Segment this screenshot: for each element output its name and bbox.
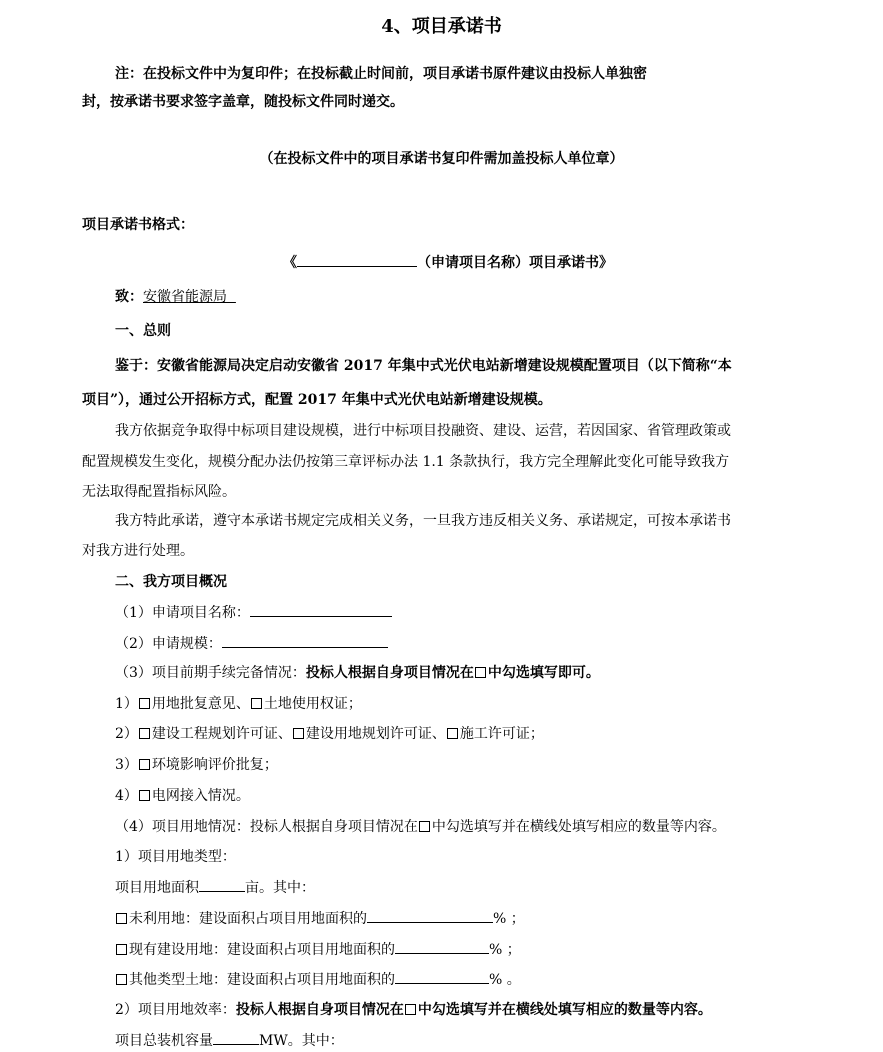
item-3 bbox=[115, 663, 600, 683]
existing-land-label: 现有建设用地：建设面积占项目用地面积的 bbox=[129, 942, 395, 958]
sub-item-3 bbox=[115, 755, 278, 775]
grid-access-checkbox[interactable] bbox=[139, 790, 150, 801]
item-2-label: （2）申请规模： bbox=[115, 636, 222, 652]
land-area-line bbox=[115, 877, 315, 898]
sub-2-prefix: 2） bbox=[115, 726, 138, 742]
land-area-label: 项目用地面积 bbox=[115, 880, 199, 896]
note-line-1: 注：在投标文件中为复印件；在投标截止时间前，项目承诺书原件建议由投标人单独密 bbox=[115, 66, 647, 82]
section-2-heading: 二、我方项目概况 bbox=[115, 574, 227, 590]
item-4-text-a: （4）项目用地情况：投标人根据自身项目情况在 bbox=[115, 819, 418, 835]
section-1-heading: 一、总则 bbox=[115, 323, 171, 339]
land-area-unit: 亩。其中： bbox=[245, 880, 315, 896]
format-label: 项目承诺书格式： bbox=[82, 217, 194, 233]
unused-land-percent-field[interactable] bbox=[367, 908, 493, 923]
existing-land-line bbox=[115, 939, 521, 960]
existing-land-percent-field[interactable] bbox=[395, 939, 489, 954]
unused-land-line bbox=[115, 908, 525, 929]
document-title: 4、项目承诺书 bbox=[381, 16, 502, 37]
sub-3-prefix: 3） bbox=[115, 757, 138, 773]
project-name-blank bbox=[297, 252, 417, 267]
letter-title bbox=[283, 252, 613, 273]
land-approval-checkbox[interactable] bbox=[139, 698, 150, 709]
sec1-p3-line1: 我方特此承诺，遵守本承诺书规定完成相关义务，一旦我方违反相关义务、承诺规定，可按本承诺书 bbox=[115, 513, 731, 529]
to-label: 致： bbox=[115, 289, 143, 305]
checkbox-icon bbox=[419, 821, 430, 832]
scale-field[interactable] bbox=[222, 633, 388, 648]
capacity-label: 项目总装机容量 bbox=[115, 1033, 213, 1049]
letter-title-rest: （申请项目名称）项目承诺书》 bbox=[417, 255, 613, 271]
land-planning-permit-checkbox[interactable] bbox=[293, 728, 304, 739]
other-land-checkbox[interactable] bbox=[116, 974, 127, 985]
item-3-label: （3）项目前期手续完备情况： bbox=[115, 665, 306, 681]
item-3-instruction-a: 投标人根据自身项目情况在 bbox=[305, 665, 474, 681]
land-efficiency-instruction-a: 投标人根据自身项目情况在 bbox=[235, 1002, 404, 1018]
unused-land-label: 未利用地：建设面积占项目用地面积的 bbox=[129, 911, 367, 927]
sec1-p2-line1: 我方依据竞争取得中标项目建设规模，进行中标项目投融资、建设、运营，若因国家、省管理政策或 bbox=[115, 423, 731, 439]
item-4 bbox=[115, 817, 726, 837]
item-2 bbox=[115, 633, 388, 654]
letter-title-open: 《 bbox=[283, 255, 297, 271]
sub-item-1 bbox=[115, 694, 362, 714]
project-name-field[interactable] bbox=[250, 602, 392, 617]
grid-access-label: 电网接入情况。 bbox=[151, 788, 250, 804]
checkbox-icon bbox=[405, 1004, 416, 1015]
to-value: 安徽省能源局 bbox=[143, 289, 227, 305]
building-permit-label: 施工许可证； bbox=[459, 726, 544, 742]
land-area-field[interactable] bbox=[199, 877, 245, 892]
land-efficiency-line bbox=[115, 1000, 712, 1020]
other-land-unit: % 。 bbox=[489, 972, 521, 988]
land-type-label: 1）项目用地类型： bbox=[115, 849, 236, 865]
sub-1-prefix: 1） bbox=[115, 696, 138, 712]
capacity-line bbox=[115, 1030, 344, 1051]
land-efficiency-instruction-b: 中勾选填写并在横线处填写相应的数量等内容。 bbox=[417, 1002, 712, 1018]
land-planning-permit-label: 建设用地规划许可证、 bbox=[305, 726, 446, 742]
unused-land-checkbox[interactable] bbox=[116, 913, 127, 924]
sec1-p1-line2: 项目”），通过公开招标方式，配置 2017 年集中式光伏电站新增建设规模。 bbox=[82, 392, 552, 408]
land-efficiency-label: 2）项目用地效率： bbox=[115, 1002, 236, 1018]
eia-checkbox[interactable] bbox=[139, 759, 150, 770]
stamp-note: （在投标文件中的项目承诺书复印件需加盖投标人单位章） bbox=[259, 151, 624, 167]
item-1-label: （1）申请项目名称： bbox=[115, 605, 250, 621]
land-use-cert-checkbox[interactable] bbox=[251, 698, 262, 709]
checkbox-icon bbox=[475, 667, 486, 678]
note-line-2: 封，按承诺书要求签字盖章，随投标文件同时递交。 bbox=[82, 94, 404, 110]
existing-land-checkbox[interactable] bbox=[116, 944, 127, 955]
existing-land-unit: % ； bbox=[489, 942, 521, 958]
sub-item-4 bbox=[115, 786, 250, 806]
capacity-field[interactable] bbox=[213, 1030, 259, 1045]
building-permit-checkbox[interactable] bbox=[447, 728, 458, 739]
construction-permit-checkbox[interactable] bbox=[139, 728, 150, 739]
construction-permit-label: 建设工程规划许可证、 bbox=[151, 726, 292, 742]
eia-label: 环境影响评价批复； bbox=[151, 757, 278, 773]
item-1 bbox=[115, 602, 392, 623]
capacity-unit: MW。其中： bbox=[259, 1033, 344, 1049]
other-land-percent-field[interactable] bbox=[395, 969, 489, 984]
sub-4-prefix: 4） bbox=[115, 788, 138, 804]
sub-item-2 bbox=[115, 724, 544, 744]
item-3-instruction-b: 中勾选填写即可。 bbox=[487, 665, 600, 681]
land-approval-label: 用地批复意见、 bbox=[151, 696, 250, 712]
other-land-line bbox=[115, 969, 521, 990]
sec1-p1-line1: 鉴于：安徽省能源局决定启动安徽省 2017 年集中式光伏电站新增建设规模配置项目（以下简称“本 bbox=[115, 358, 732, 374]
sec1-p3-line2: 对我方进行处理。 bbox=[82, 543, 194, 559]
sec1-p2-line2: 配置规模发生变化，规模分配办法仍按第三章评标办法 1.1 条款执行，我方完全理解此变化可能导致我方 bbox=[82, 454, 730, 470]
land-use-cert-label: 土地使用权证； bbox=[263, 696, 362, 712]
item-4-text-b: 中勾选填写并在横线处填写相应的数量等内容。 bbox=[431, 819, 726, 835]
recipient-line bbox=[115, 287, 236, 307]
other-land-label: 其他类型土地：建设面积占项目用地面积的 bbox=[129, 972, 395, 988]
unused-land-unit: % ； bbox=[493, 911, 525, 927]
sec1-p2-line3: 无法取得配置指标风险。 bbox=[82, 484, 236, 500]
